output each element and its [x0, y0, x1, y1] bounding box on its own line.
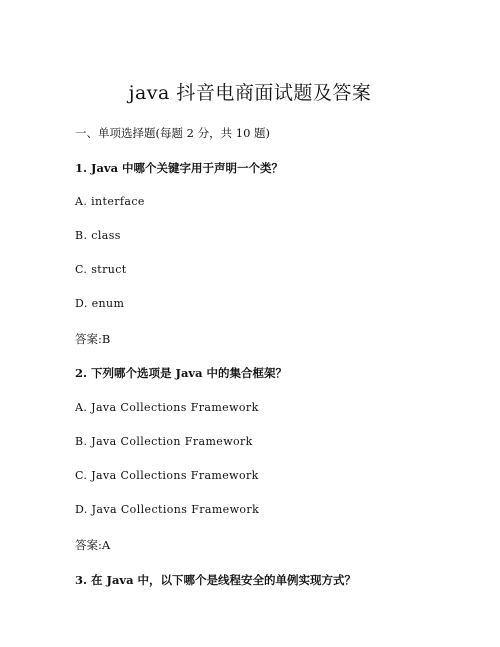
question-2-stem: 2. 下列哪个选项是 Java 中的集合框架？ [75, 366, 288, 380]
question-2-option-b: B. Java Collection Framework [75, 435, 253, 448]
section-heading: 一、单项选择题(每题 2 分，共 10 题) [75, 126, 271, 140]
question-2-option-a: A. Java Collections Framework [75, 401, 259, 414]
question-2-answer: 答案:A [75, 538, 111, 552]
question-3-stem: 3. 在 Java 中，以下哪个是线程安全的单例实现方式？ [75, 573, 357, 587]
question-1-option-b: B. class [75, 229, 121, 242]
question-1-option-d: D. enum [75, 297, 125, 310]
question-1-option-a: A. interface [75, 195, 145, 208]
document-title: java 抖音电商面试题及答案 [128, 82, 372, 104]
question-2-option-c: C. Java Collections Framework [75, 469, 259, 482]
question-1-answer: 答案:B [75, 332, 111, 346]
question-1-stem: 1. Java 中哪个关键字用于声明一个类？ [75, 161, 284, 175]
question-1-option-c: C. struct [75, 263, 127, 276]
question-2-option-d: D. Java Collections Framework [75, 503, 260, 516]
